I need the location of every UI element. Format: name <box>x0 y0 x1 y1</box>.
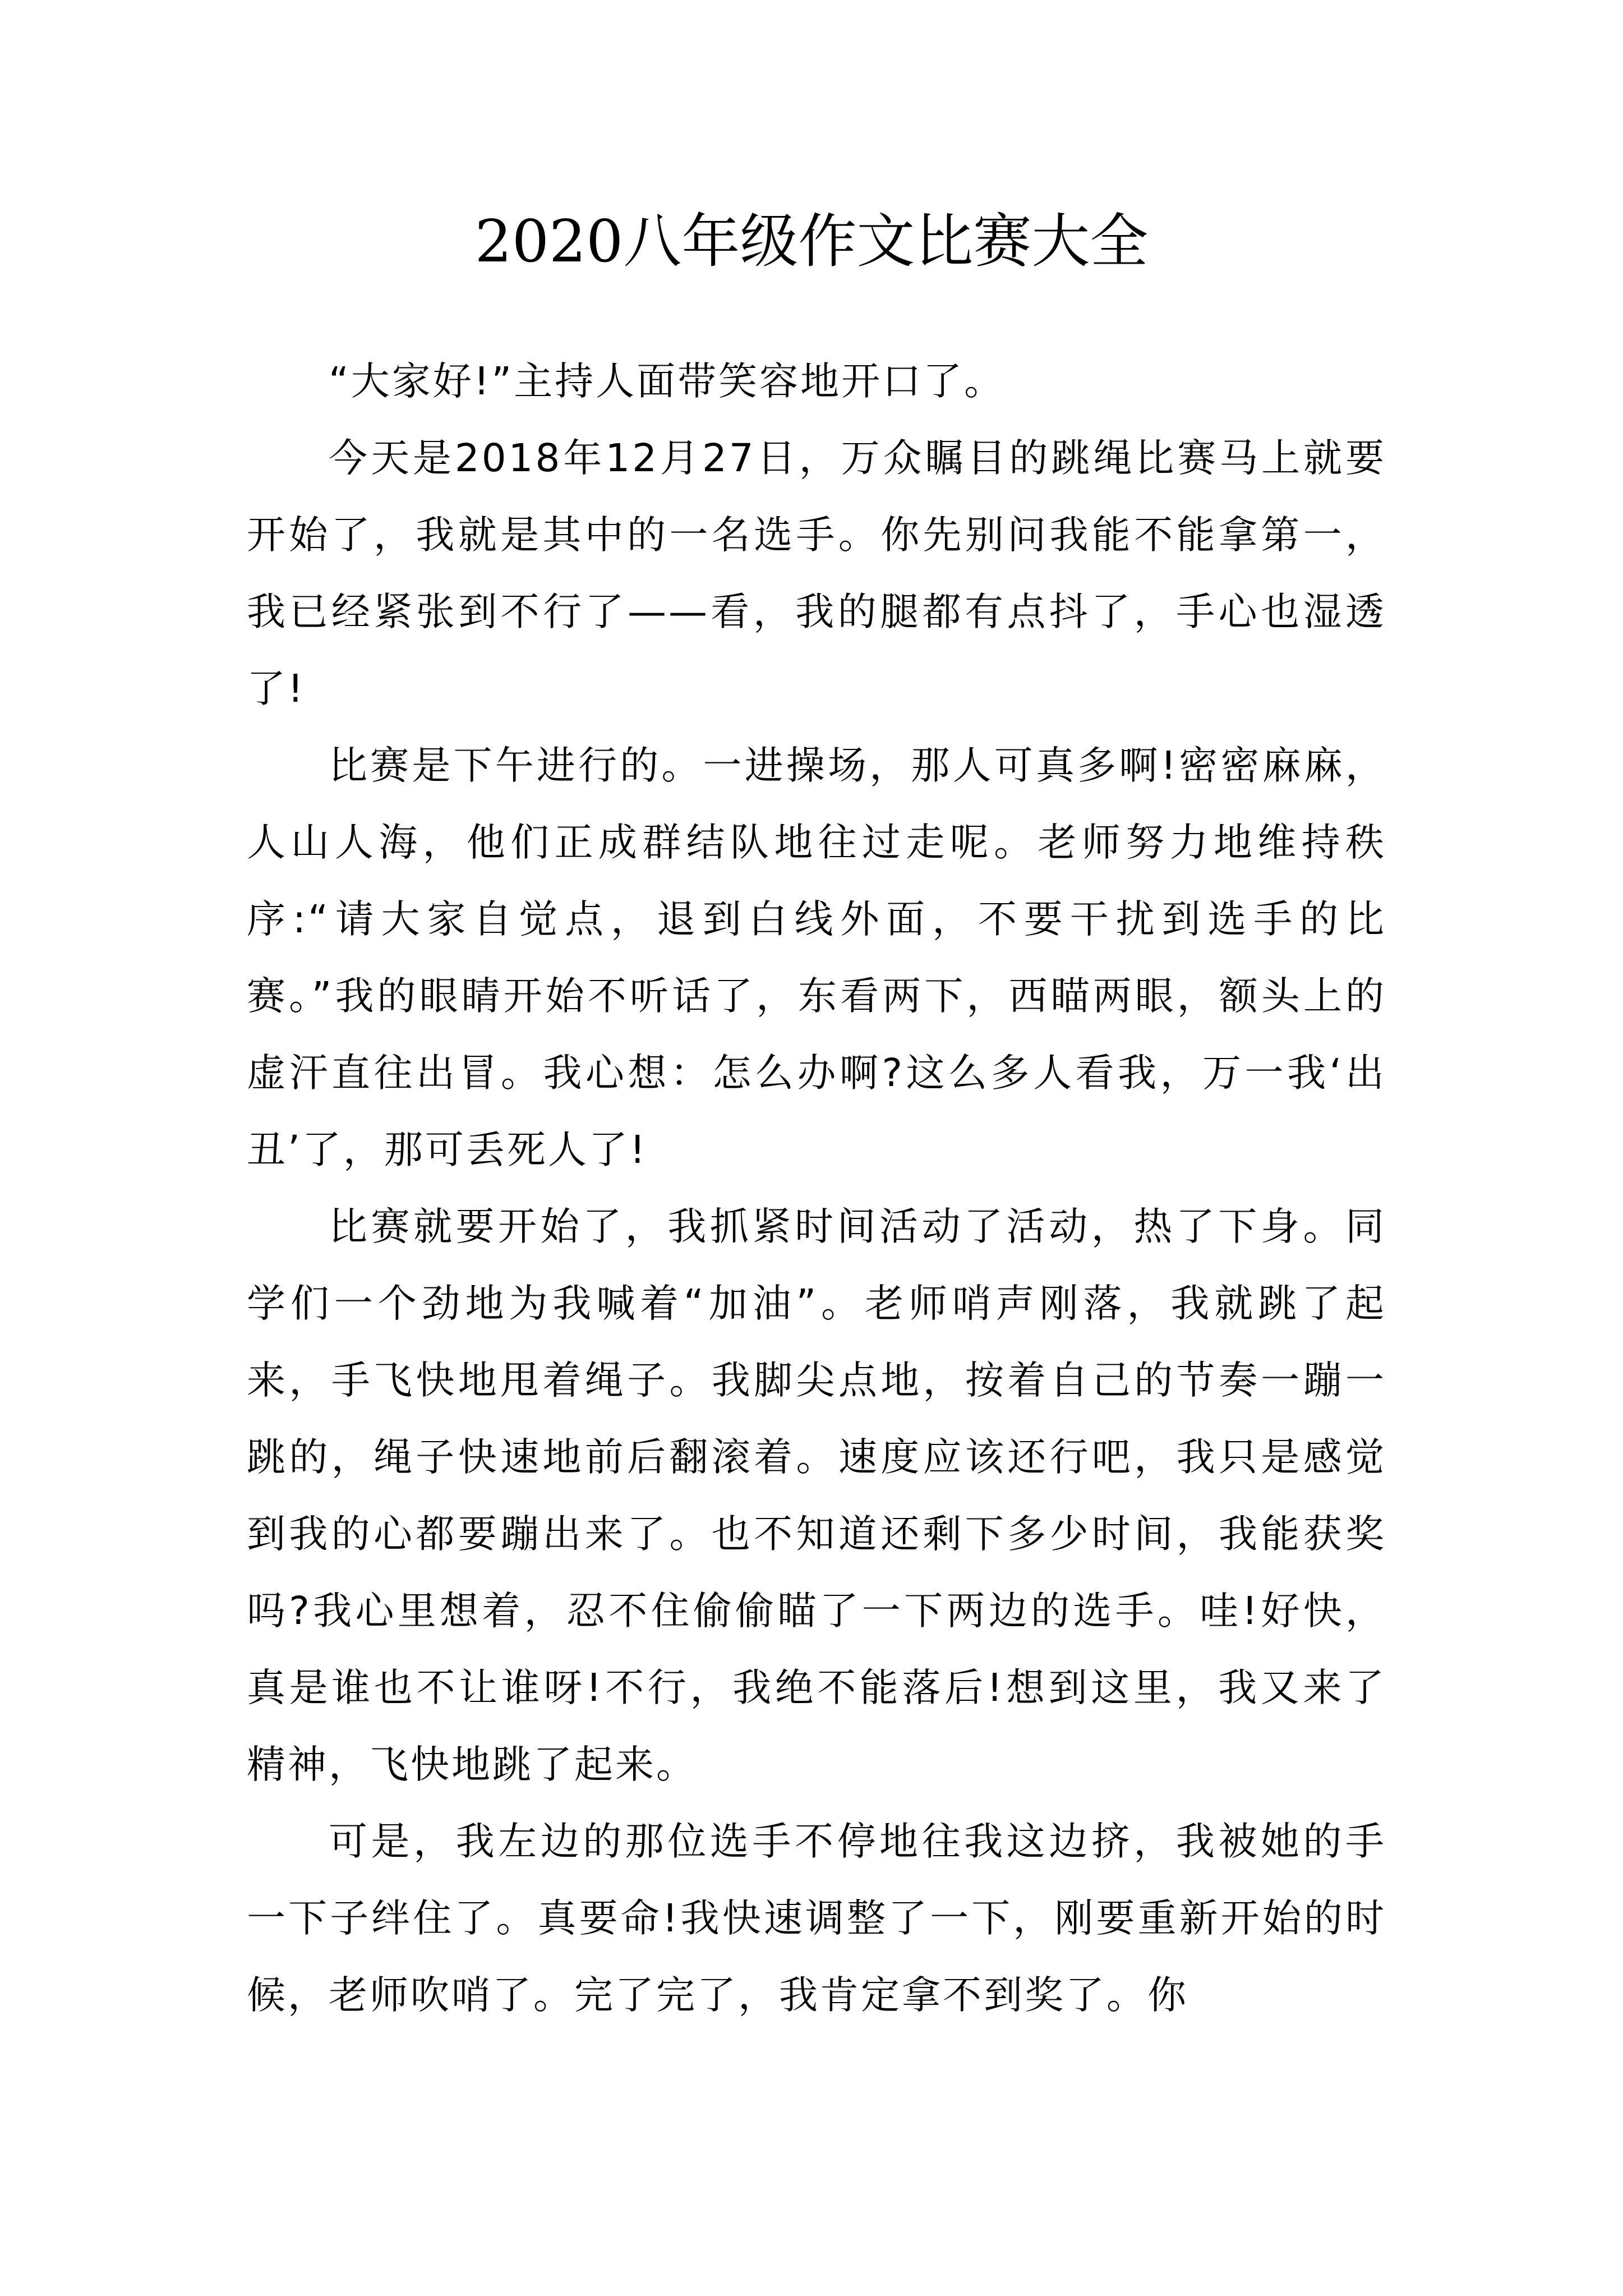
document-title: 2020八年级作文比赛大全 <box>474 207 1149 275</box>
paragraph-3: 比赛是下午进行的。一进操场，那人可真多啊!密密麻麻，人山人海，他们正成群结队地往过走呢。老师努力地维持秩序:“请大家自觉点，退到白线外面，不要干扰到选手的比赛。”我的眼睛开始不听话了，东看两下，西瞄两眼，额头上的虚汗直往出冒。我心想：怎么办啊?这么多人看我，万一我‘出丑’了，那可丢死人了! <box>247 743 1386 1172</box>
paragraph-1: “大家好!”主持人面带笑容地开口了。 <box>329 359 1006 404</box>
paragraph-5: 可是，我左边的那位选手不停地往我这边挤，我被她的手一下子绊住了。真要命!我快速调整了一下，刚要重新开始的时候，老师吹哨了。完了完了，我肯定拿不到奖了。你 <box>247 1819 1386 2018</box>
document-body <box>247 343 1386 2034</box>
paragraph-4: 比赛就要开始了，我抓紧时间活动了活动，热了下身。同学们一个劲地为我喊着“加油”。老师哨声刚落，我就跳了起来，手飞快地甩着绳子。我脚尖点地，按着自己的节奏一蹦一跳的，绳子快速地前后翻滚着。速度应该还行吧，我只是感觉到我的心都要蹦出来了。也不知道还剩下多少时间，我能获奖吗?我心里想着，忍不住偷偷瞄了一下两边的选手。哇!好快，真是谁也不让谁呀!不行，我绝不能落后!想到这里，我又来了精神，飞快地跳了起来。 <box>247 1204 1386 1787</box>
paragraph-2: 今天是2018年12月27日，万众瞩目的跳绳比赛马上就要开始了，我就是其中的一名选手。你先别问我能不能拿第一，我已经紧张到不行了——看，我的腿都有点抖了，手心也湿透了! <box>247 436 1386 711</box>
